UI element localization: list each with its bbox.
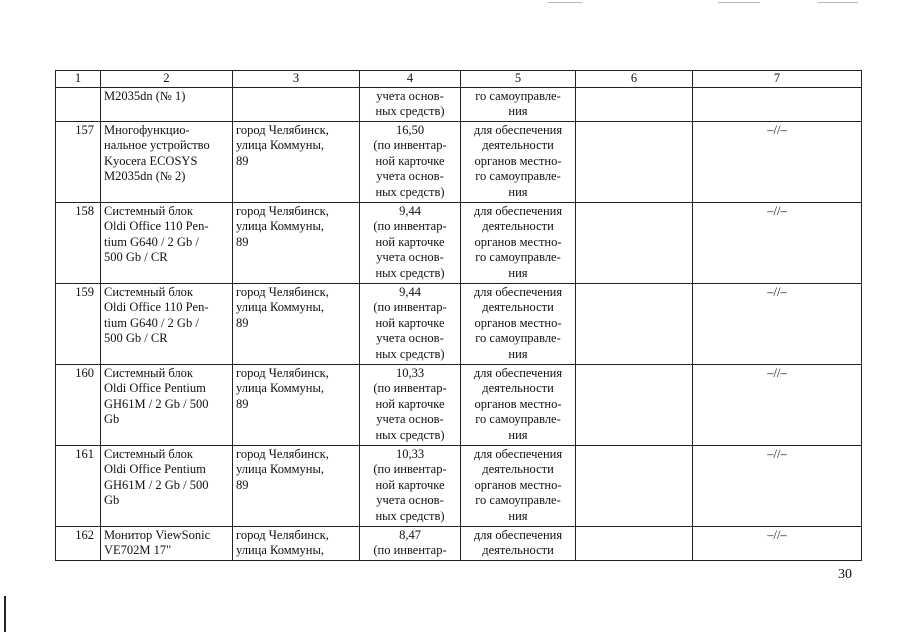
item-col6 bbox=[576, 446, 693, 527]
item-name: Системный блок Oldi Office 110 Pen- tium G640 / 2 Gb / 500 Gb / CR bbox=[101, 203, 233, 284]
item-address: город Челябинск, улица Коммуны, 89 bbox=[233, 122, 360, 203]
item-col6 bbox=[576, 527, 693, 561]
scan-artifact-line bbox=[548, 2, 582, 3]
item-address: город Челябинск, улица Коммуны, 89 bbox=[233, 284, 360, 365]
item-col6 bbox=[576, 88, 693, 122]
row-number: 160 bbox=[56, 365, 101, 446]
scan-edge-mark bbox=[4, 596, 6, 632]
row-number bbox=[56, 88, 101, 122]
item-col7: –//– bbox=[693, 446, 862, 527]
item-name: M2035dn (№ 1) bbox=[101, 88, 233, 122]
item-purpose: для обеспечения деятельности органов местно- го самоуправле- ния bbox=[461, 446, 576, 527]
item-col7: –//– bbox=[693, 284, 862, 365]
header-row bbox=[56, 71, 862, 88]
item-value: 10,33 (по инвентар- ной карточке учета основ- ных средств) bbox=[360, 365, 461, 446]
table-row bbox=[56, 122, 862, 203]
item-value: 10,33 (по инвентар- ной карточке учета основ- ных средств) bbox=[360, 446, 461, 527]
column-header: 2 bbox=[101, 71, 233, 88]
item-purpose: для обеспечения деятельности органов местно- го самоуправле- ния bbox=[461, 203, 576, 284]
item-col7: –//– bbox=[693, 122, 862, 203]
column-header: 3 bbox=[233, 71, 360, 88]
item-col6 bbox=[576, 122, 693, 203]
item-purpose: для обеспечения деятельности органов местно- го самоуправле- ния bbox=[461, 284, 576, 365]
item-purpose: для обеспечения деятельности органов местно- го самоуправле- ния bbox=[461, 365, 576, 446]
item-value: учета основ- ных средств) bbox=[360, 88, 461, 122]
table-row bbox=[56, 527, 862, 561]
column-header: 5 bbox=[461, 71, 576, 88]
item-purpose: го самоуправле- ния bbox=[461, 88, 576, 122]
item-col7 bbox=[693, 88, 862, 122]
row-number: 162 bbox=[56, 527, 101, 561]
column-header: 1 bbox=[56, 71, 101, 88]
page-number: 30 bbox=[838, 567, 852, 582]
row-number: 161 bbox=[56, 446, 101, 527]
item-name: Системный блок Oldi Office Pentium GH61M / 2 Gb / 500 Gb bbox=[101, 365, 233, 446]
item-name: Многофункцио- нальное устройство Kyocera ECOSYS M2035dn (№ 2) bbox=[101, 122, 233, 203]
item-purpose: для обеспечения деятельности bbox=[461, 527, 576, 561]
item-address bbox=[233, 88, 360, 122]
item-value: 9,44 (по инвентар- ной карточке учета основ- ных средств) bbox=[360, 203, 461, 284]
item-name: Системный блок Oldi Office Pentium GH61M / 2 Gb / 500 Gb bbox=[101, 446, 233, 527]
column-header: 4 bbox=[360, 71, 461, 88]
item-name: Системный блок Oldi Office 110 Pen- tium G640 / 2 Gb / 500 Gb / CR bbox=[101, 284, 233, 365]
item-col7: –//– bbox=[693, 203, 862, 284]
item-purpose: для обеспечения деятельности органов местно- го самоуправле- ния bbox=[461, 122, 576, 203]
item-address: город Челябинск, улица Коммуны, bbox=[233, 527, 360, 561]
item-address: город Челябинск, улица Коммуны, 89 bbox=[233, 365, 360, 446]
property-table bbox=[55, 70, 862, 561]
item-address: город Челябинск, улица Коммуны, 89 bbox=[233, 203, 360, 284]
scan-artifact-line bbox=[818, 2, 858, 3]
row-number: 158 bbox=[56, 203, 101, 284]
item-col6 bbox=[576, 203, 693, 284]
item-value: 9,44 (по инвентар- ной карточке учета основ- ных средств) bbox=[360, 284, 461, 365]
item-value: 16,50 (по инвентар- ной карточке учета основ- ных средств) bbox=[360, 122, 461, 203]
item-col6 bbox=[576, 365, 693, 446]
item-name: Монитор ViewSonic VE702M 17" bbox=[101, 527, 233, 561]
table-row bbox=[56, 446, 862, 527]
item-value: 8,47 (по инвентар- bbox=[360, 527, 461, 561]
scan-artifact-line bbox=[718, 2, 760, 3]
row-number: 159 bbox=[56, 284, 101, 365]
table-row bbox=[56, 284, 862, 365]
table-row bbox=[56, 203, 862, 284]
row-number: 157 bbox=[56, 122, 101, 203]
item-address: город Челябинск, улица Коммуны, 89 bbox=[233, 446, 360, 527]
column-header: 6 bbox=[576, 71, 693, 88]
item-col6 bbox=[576, 284, 693, 365]
table-row bbox=[56, 88, 862, 122]
item-col7: –//– bbox=[693, 365, 862, 446]
column-header: 7 bbox=[693, 71, 862, 88]
table-row bbox=[56, 365, 862, 446]
item-col7: –//– bbox=[693, 527, 862, 561]
